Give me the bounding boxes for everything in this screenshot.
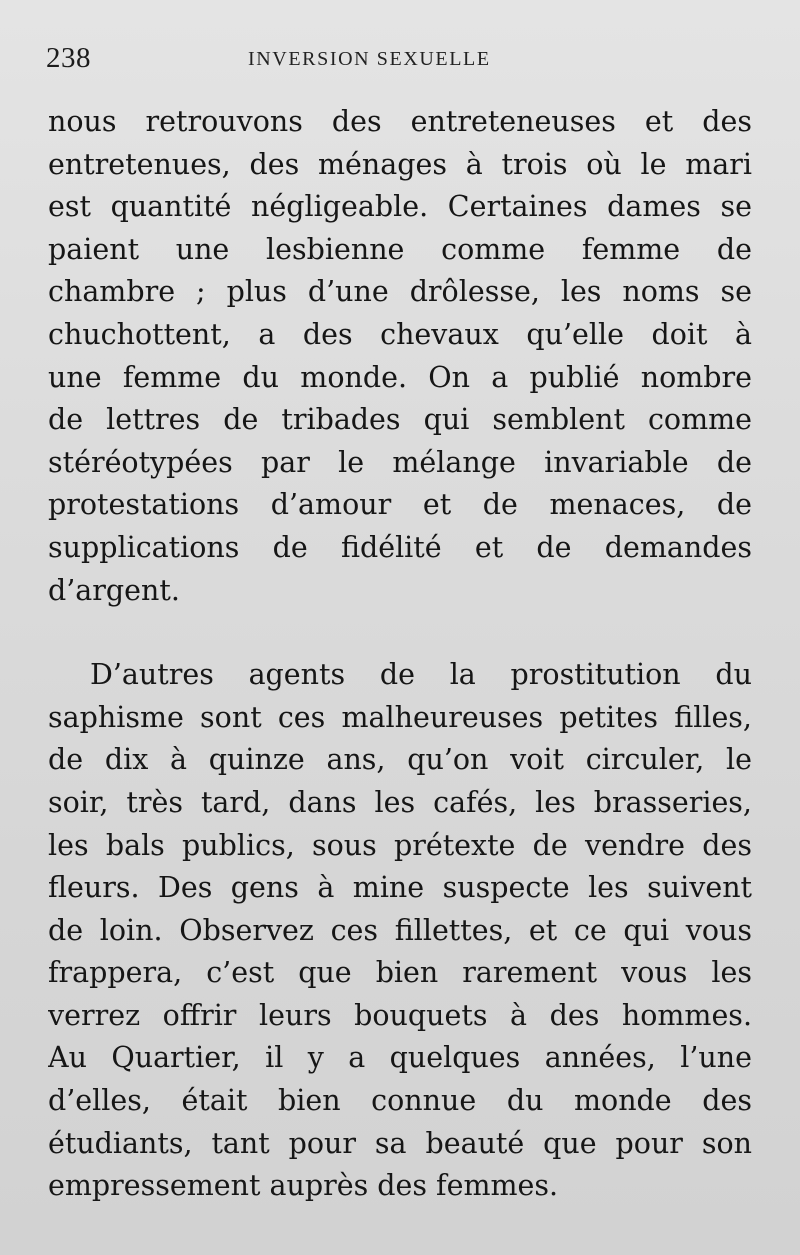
- text-line: soir, très tard, dans les cafés, les brasseries,: [48, 785, 752, 819]
- paragraph-2: [48, 654, 752, 1208]
- text-line: d’argent.: [48, 573, 180, 607]
- text-line: empressement auprès des femmes.: [48, 1169, 559, 1203]
- text-line: de dix à quinze ans, qu’on voit circuler, le: [48, 743, 752, 777]
- text-line: entretenues, des ménages à trois où le mari: [48, 147, 752, 181]
- text-line: saphisme sont ces malheureuses petites filles,: [48, 700, 752, 734]
- text-line: une femme du monde. On a publié nombre: [48, 360, 752, 394]
- text-line: de loin. Observez ces fillettes, et ce qui vous: [48, 913, 752, 947]
- text-line: nous retrouvons des entreteneuses et des: [48, 105, 752, 138]
- text-line: stéréotypées par le mélange invariable de: [48, 445, 752, 479]
- page-number: 238: [46, 42, 91, 74]
- text-line: D’autres agents de la prostitution du: [90, 658, 752, 692]
- text-line: frappera, c’est que bien rarement vous les: [48, 956, 752, 990]
- text-line: les bals publics, sous prétexte de vendre des: [48, 828, 752, 862]
- page-header: [46, 42, 752, 82]
- paragraph-gap: [48, 612, 752, 654]
- text-line: chuchottent, a des chevaux qu’elle doit à: [48, 317, 752, 351]
- text-line: paient une lesbienne comme femme de: [48, 232, 752, 266]
- text-line: fleurs. Des gens à mine suspecte les suivent: [48, 871, 752, 905]
- text-line: chambre ; plus d’une drôlesse, les noms se: [48, 275, 752, 309]
- text-line: d’elles, était bien connue du monde des: [48, 1084, 752, 1118]
- text-line: verrez offrir leurs bouquets à des hommes.: [48, 998, 752, 1032]
- text-line: est quantité négligeable. Certaines dames se: [48, 190, 752, 224]
- text-line: supplications de fidélité et de demandes: [48, 530, 752, 564]
- text-line: étudiants, tant pour sa beauté que pour son: [48, 1126, 752, 1160]
- text-line: protestations d’amour et de menaces, de: [48, 488, 752, 522]
- running-title: INVERSION SEXUELLE: [248, 48, 491, 70]
- text-line: Au Quartier, il y a quelques années, l’une: [48, 1041, 752, 1075]
- body-text: [48, 101, 752, 1208]
- paragraph-1: [48, 101, 752, 612]
- text-line: de lettres de tribades qui semblent comme: [48, 403, 752, 437]
